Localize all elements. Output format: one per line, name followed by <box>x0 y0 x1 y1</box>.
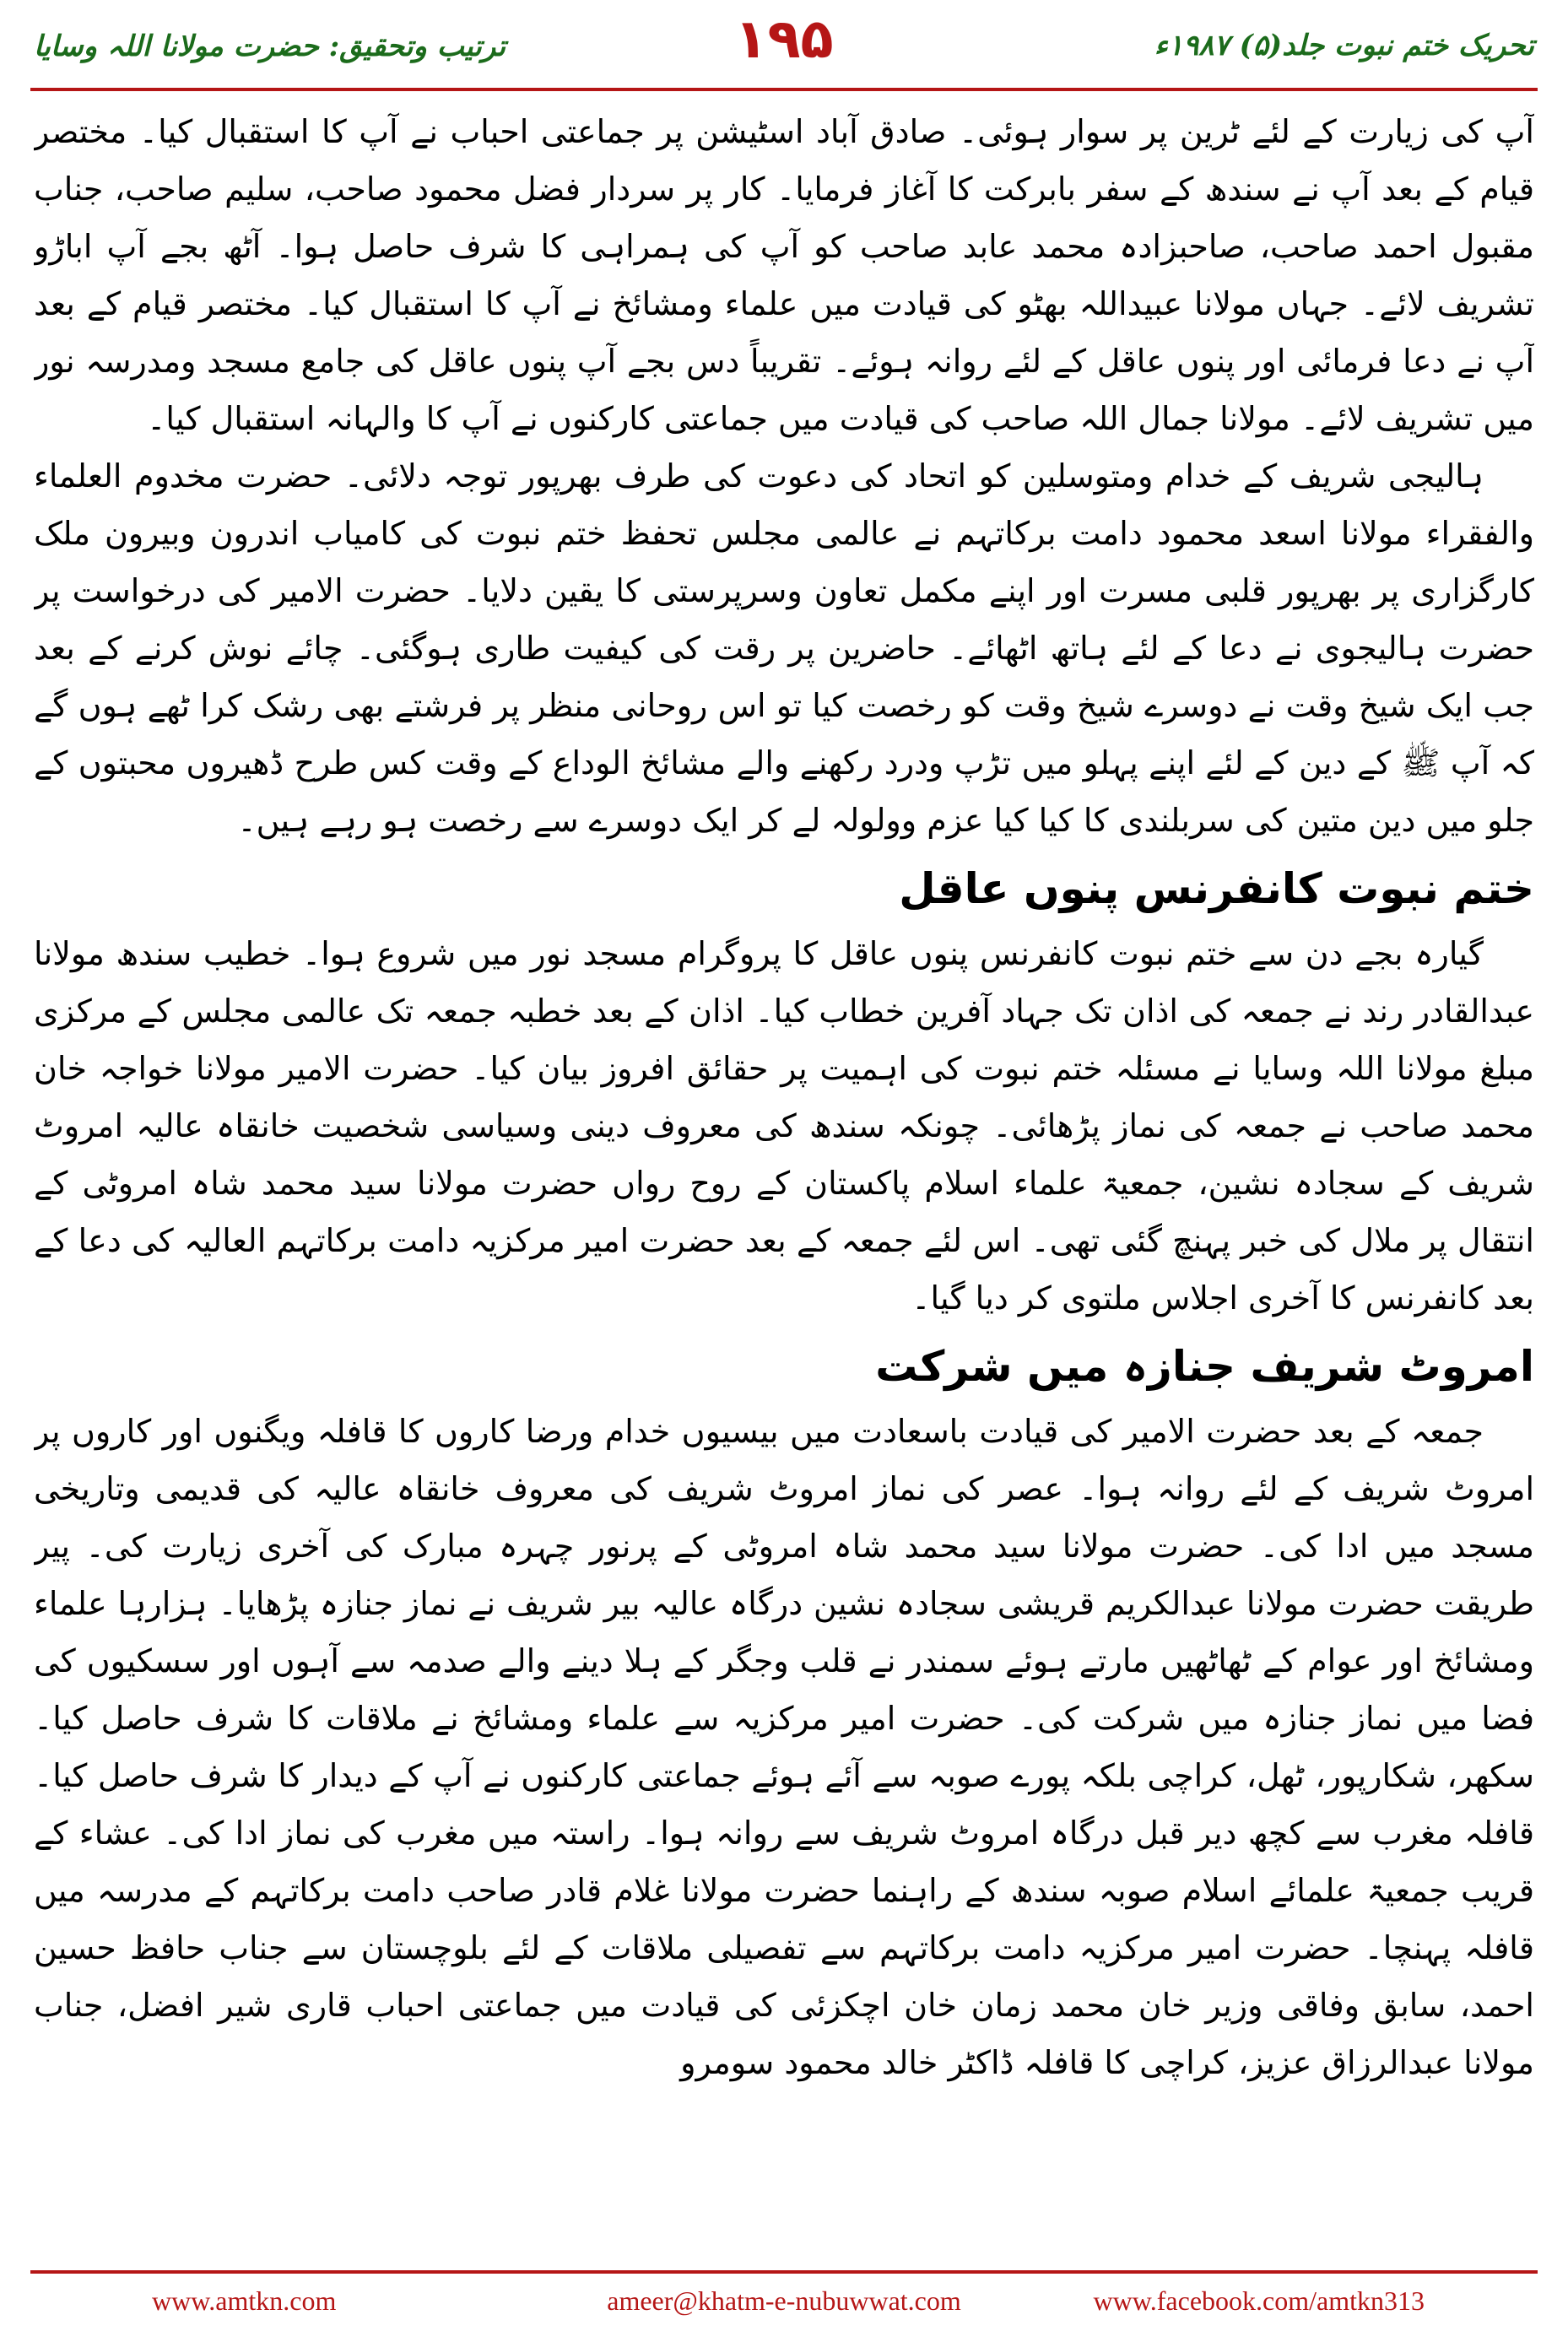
paragraph-4: جمعہ کے بعد حضرت الامیر کی قیادت باسعادت میں بیسیوں خدام ورضا کاروں کا قافلہ ویگنوں اور کاروں پر امروٹ شریف کے لئے روانہ ہوا۔ عصر کی نماز امروٹ شریف کی معروف خانقاہ عالیہ کی قدیمی وتاریخی مسجد میں ادا کی۔ حضرت مولانا سید محمد شاہ امروٹی کے پرنور چہرہ مبارک کی آخری زیارت کی۔ پیر طریقت حضرت مولانا عبدالکریم قریشی سجادہ نشین درگاہ عالیہ بیر شریف نے نماز جنازہ پڑھایا۔ ہزارہا علماء ومشائخ اور عوام کے ٹھاٹھیں مارتے ہوئے سمندر نے قلب وجگر کے ہلا دینے والے صدمہ سے آہوں اور سسکیوں کی فضا میں نماز جنازہ میں شرکت کی۔ حضرت امیر مرکزیہ سے علماء ومشائخ نے ملاقات کا شرف حاصل کیا۔ سکھر، شکارپور، ٹھل، کراچی بلکہ پورے صوبہ سے آئے ہوئے جماعتی کارکنوں نے آپ کے دیدار کا شرف حاصل کیا۔ قافلہ مغرب سے کچھ دیر قبل درگاہ امروٹ شریف سے روانہ ہوا۔ راستہ میں مغرب کی نماز ادا کی۔ عشاء کے قریب جمعیۃ علمائے اسلام صوبہ سندھ کے راہنما حضرت مولانا غلام قادر صاحب دامت برکاتہم کے مدرسہ میں قافلہ پہنچا۔ حضرت امیر مرکزیہ دامت برکاتہم سے تفصیلی ملاقات کے لئے بلوچستان سے جناب حافظ حسین احمد، سابق وفاقی وزیر خان محمد زمان خان اچکزئی کی قیادت میں جماعتی احباب قاری شیر افضل، جناب مولانا عبدالرزاق عزیز، کراچی کا قافلہ ڈاکٹر خالد محمود سومرو <box>34 1413 1534 2081</box>
footer-divider <box>30 2270 1538 2274</box>
website-link[interactable]: www.amtkn.com <box>152 2285 337 2316</box>
paragraph-3: گیارہ بجے دن سے ختم نبوت کانفرنس پنوں عاقل کا پروگرام مسجد نور میں شروع ہوا۔ خطیب سندھ مولانا عبدالقادر رند نے جمعہ کی اذان تک جہاد آفرین خطاب کیا۔ اذان کے بعد خطبہ جمعہ تک عالمی مجلس کے مرکزی مبلغ مولانا اللہ وسایا نے مسئلہ ختم نبوت کی اہمیت پر حقائق افروز بیان کیا۔ حضرت الامیر مولانا خواجہ خان محمد صاحب نے جمعہ کی نماز پڑھائی۔ چونکہ سندھ کی معروف دینی وسیاسی شخصیت خانقاہ عالیہ امروٹ شریف کے سجادہ نشین، جمعیۃ علماء اسلام پاکستان کے روح رواں حضرت مولانا سید محمد شاہ امروٹی کے انتقال پر ملال کی خبر پہنچ گئی تھی۔ اس لئے جمعہ کے بعد حضرت امیر مرکزیہ دامت برکاتہم العالیہ کی دعا کے بعد کانفرنس کا آخری اجلاس ملتوی کر دیا گیا۔ <box>34 935 1534 1317</box>
page-header <box>0 0 1568 95</box>
section-heading-funeral: امروٹ شریف جنازہ میں شرکت <box>875 1342 1534 1391</box>
header-divider <box>30 88 1538 91</box>
email-link[interactable]: ameer@khatm-e-nubuwwat.com <box>607 2285 961 2316</box>
page-footer <box>0 2270 1568 2342</box>
book-title: تحریک ختم نبوت جلد(۵) ۱۹۸۷ء <box>1154 29 1534 62</box>
page-number: ۱۹۵ <box>734 8 834 71</box>
paragraph-2: ہالیجی شریف کے خدام ومتوسلین کو اتحاد کی دعوت کی طرف بھرپور توجہ دلائی۔ حضرت مخدوم العلماء والفقراء مولانا اسعد محمود دامت برکاتہم نے عالمی مجلس تحفظ ختم نبوت کی کامیاب اندرون وبیرون ملک کارگزاری پر بھرپور قلبی مسرت اور اپنے مکمل تعاون وسرپرستی کا یقین دلایا۔ حضرت الامیر کی درخواست پر حضرت ہالیجوی نے دعا کے لئے ہاتھ اٹھائے۔ حاضرین پر رقت کی کیفیت طاری ہوگئی۔ چائے نوش کرنے کے بعد جب ایک شیخ وقت نے دوسرے شیخ وقت کو رخصت کیا تو اس روحانی منظر پر فرشتے بھی رشک کرا ٹھے ہوں گے کہ آپ ﷺ کے دین کے لئے اپنے پہلو میں تڑپ ودرد رکھنے والے مشائخ الوداع کے وقت کس طرح ڈھیروں محبتوں کے جلو میں دین متین کی سربلندی کا کیا کیا عزم وولولہ لے کر ایک دوسرے سے رخصت ہو رہے ہیں۔ <box>34 457 1534 839</box>
paragraph-1: آپ کی زیارت کے لئے ٹرین پر سوار ہوئی۔ صادق آباد اسٹیشن پر جماعتی احباب نے آپ کا استقبال کیا۔ مختصر قیام کے بعد آپ نے سندھ کے سفر بابرکت کا آغاز فرمایا۔ کار پر سردار فضل محمود صاحب، سلیم صاحب، جناب مقبول احمد صاحب، صاحبزادہ محمد عابد صاحب کو آپ کی ہمراہی کا شرف حاصل ہوا۔ آٹھ بجے آپ اباڑو تشریف لائے۔ جہاں مولانا عبیداللہ بھٹو کی قیادت میں علماء ومشائخ نے آپ کا استقبال کیا۔ مختصر قیام کے بعد آپ نے دعا فرمائی اور پنوں عاقل کے لئے روانہ ہوئے۔ تقریباً دس بجے آپ پنوں عاقل کی جامع مسجد ومدرسہ نور میں تشریف لائے۔ مولانا جمال اللہ صاحب کی قیادت میں جماعتی کارکنوں نے آپ کا والہانہ استقبال کیا۔ <box>34 113 1534 437</box>
section-heading-conference: ختم نبوت کانفرنس پنوں عاقل <box>899 864 1534 913</box>
compiler-credit: ترتیب وتحقیق: حضرت مولانا اللہ وسایا <box>34 30 506 63</box>
page-body <box>34 103 1534 2255</box>
facebook-link[interactable]: www.facebook.com/amtkn313 <box>1093 2285 1425 2316</box>
